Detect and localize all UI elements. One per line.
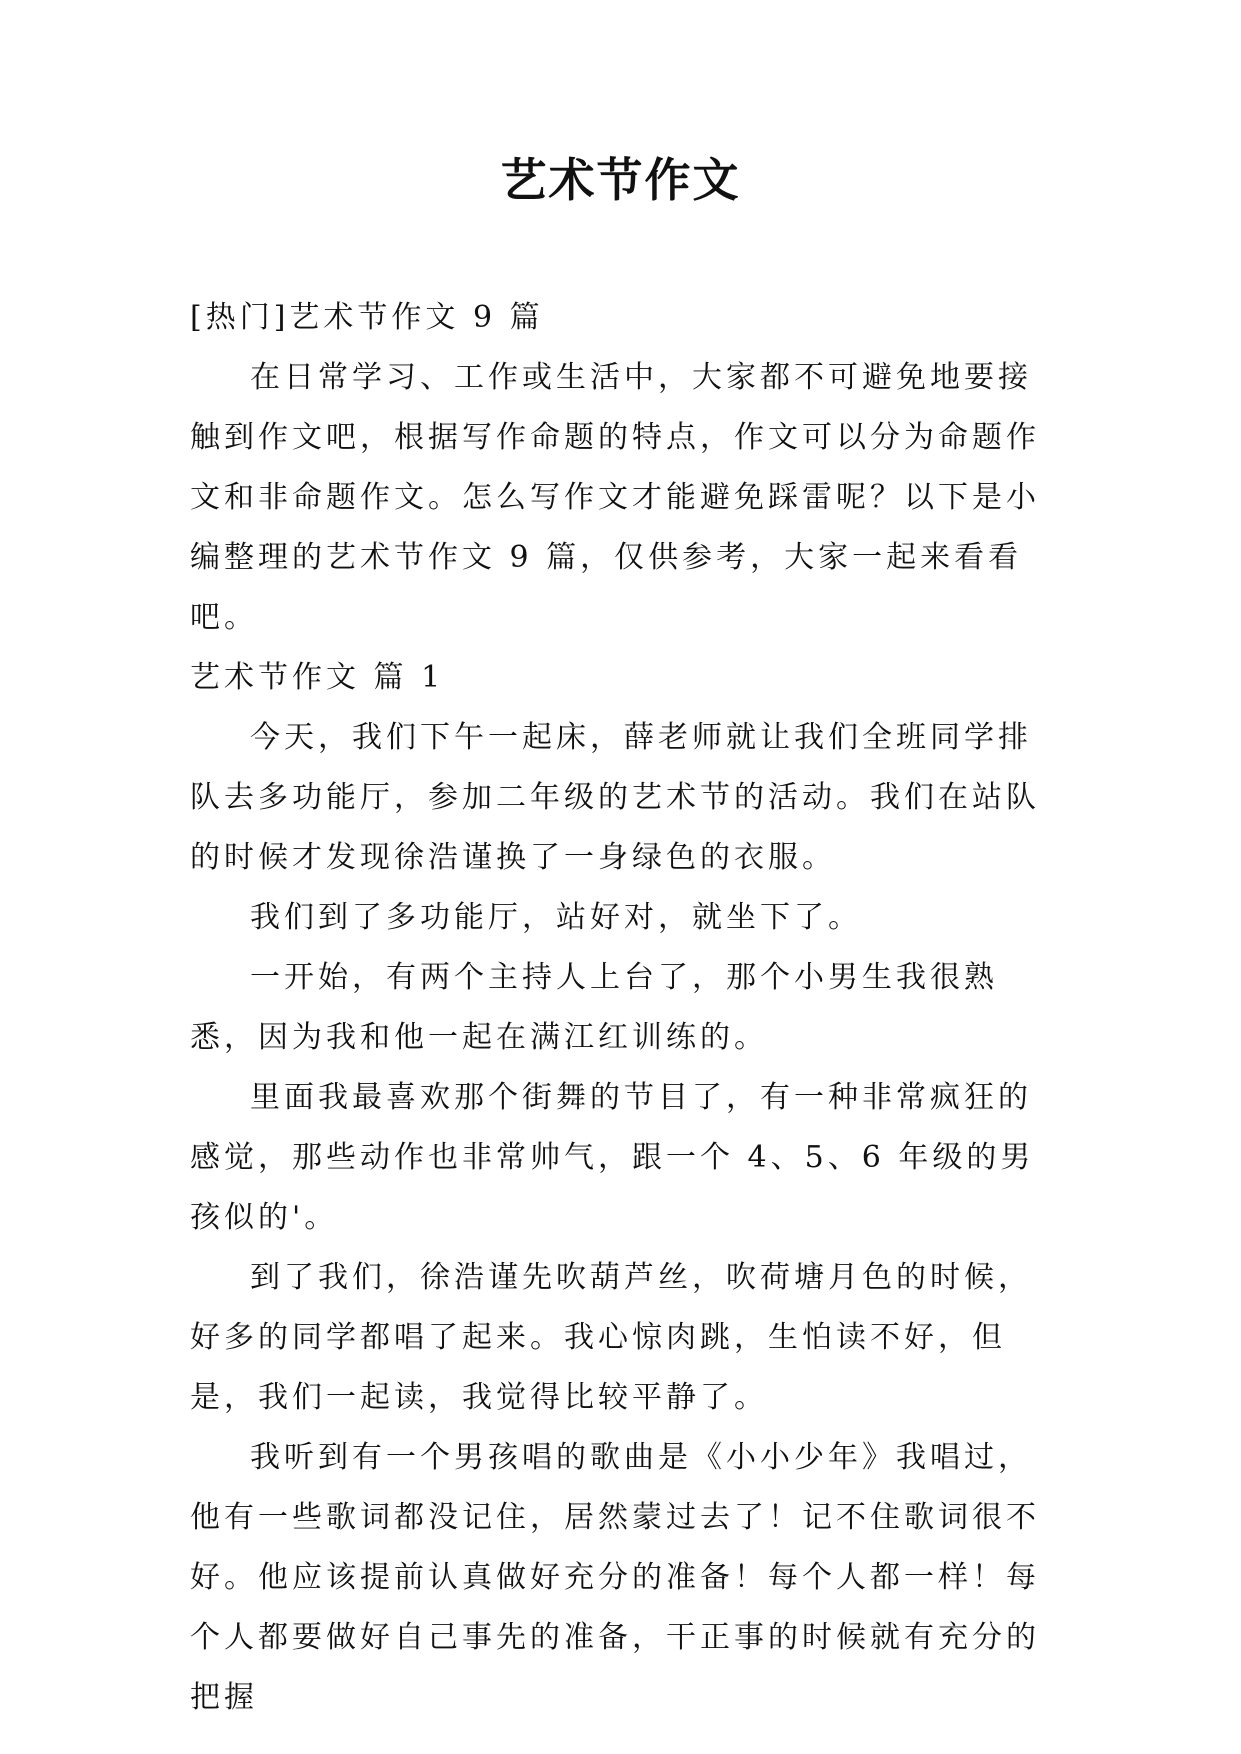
section-heading: 艺术节作文 篇 1	[190, 660, 445, 695]
body-paragraph-1: 今天，我们下午一起床，薛老师就让我们全班同学排队去多功能厅，参加二年级的艺术节的活动。我们在站队的时候才发现徐浩谨换了一身绿色的衣服。	[190, 720, 1040, 875]
body-paragraph-3: 一开始，有两个主持人上台了，那个小男生我很熟悉，因为我和他一起在满江红训练的。	[190, 960, 998, 1055]
body-paragraph-4: 里面我最喜欢那个街舞的节目了，有一种非常疯狂的感觉，那些动作也非常帅气，跟一个 4、5、6 年级的男孩似的'。	[190, 1080, 1035, 1235]
document-title: 艺术节作文	[500, 153, 741, 207]
body-paragraph-2: 我们到了多功能厅，站好对，就坐下了。	[250, 900, 862, 935]
document-body	[190, 288, 1060, 1728]
body-paragraph-5: 到了我们，徐浩谨先吹葫芦丝，吹荷塘月色的时候，好多的同学都唱了起来。我心惊肉跳，生怕读不好，但是，我们一起读，我觉得比较平静了。	[190, 1260, 1032, 1415]
body-paragraph-6: 我听到有一个男孩唱的歌曲是《小小少年》我唱过，他有一些歌词都没记住，居然蒙过去了！记不住歌词很不好。他应该提前认真做好充分的准备！每个人都一样！每个人都要做好自己事先的准备，干正事的时候就有充分的把握	[190, 1440, 1040, 1715]
document-subtitle: [热门]艺术节作文 9 篇	[190, 300, 544, 335]
intro-paragraph: 在日常学习、工作或生活中，大家都不可避免地要接触到作文吧，根据写作命题的特点，作文可以分为命题作文和非命题作文。怎么写作文才能避免踩雷呢？以下是小编整理的艺术节作文 9 篇，仅供参考，大家一起来看看吧。	[190, 360, 1040, 635]
